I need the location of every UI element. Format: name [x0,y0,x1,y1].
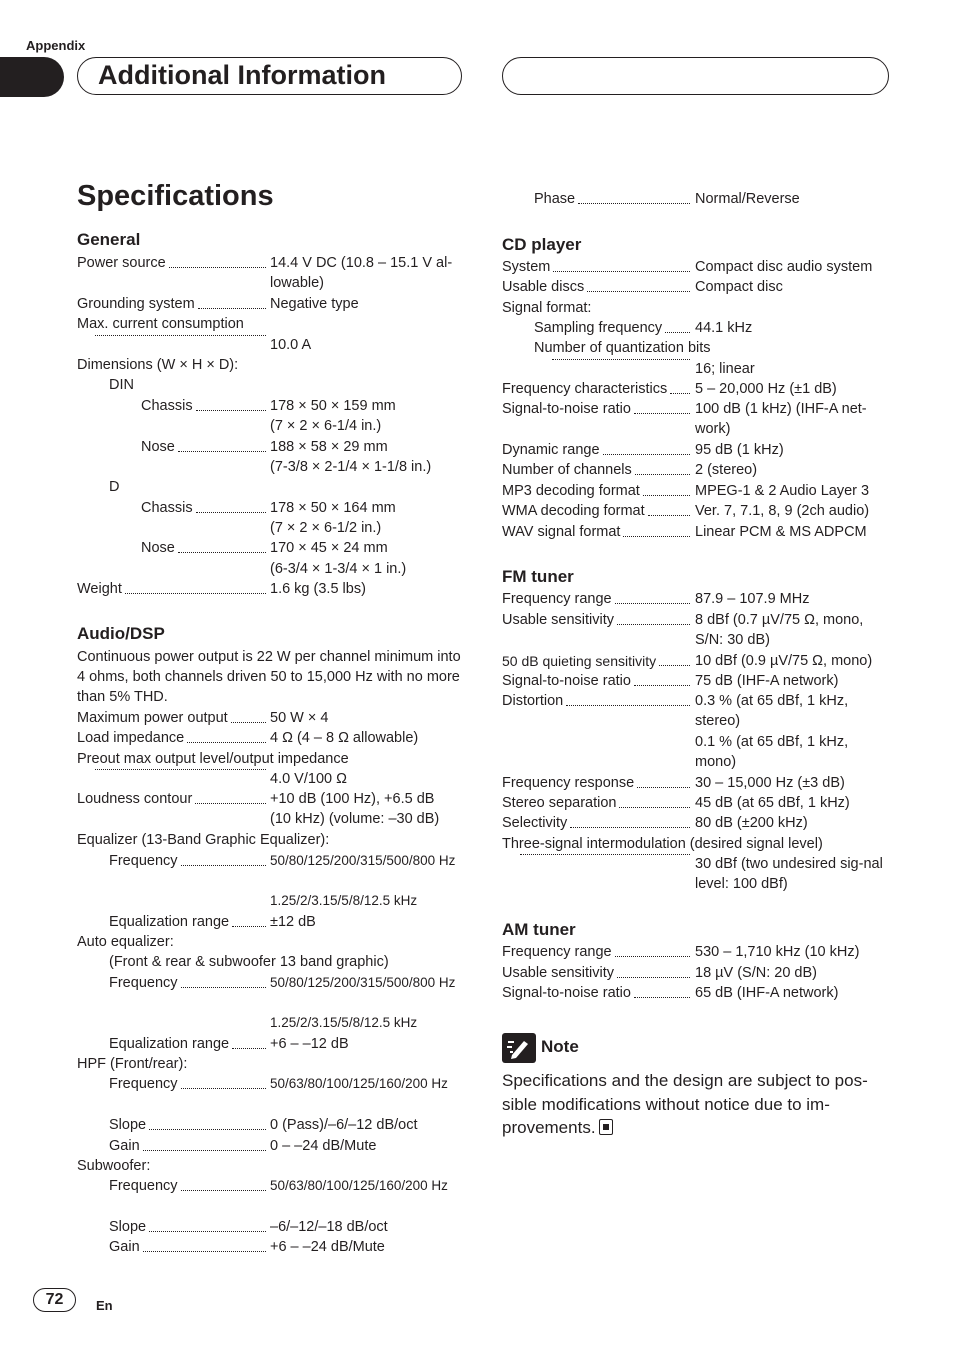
spec-value: 178 × 50 × 164 mm [270,500,396,516]
spec-label: Frequency [109,853,178,869]
banner-right-box [502,57,889,95]
spec-label: Dimensions (W × H × D): [77,357,239,373]
spec-label: Chassis [141,500,193,516]
spec-value: 10 dBf (0.9 µV/75 Ω, mono) [695,653,873,669]
spec-label: Frequency range [502,944,612,960]
spec-value: +6 – –24 dB/Mute [270,1239,385,1255]
spec-value: 50/80/125/200/315/500/800 Hz [270,853,456,868]
language-label: En [96,1298,113,1313]
spec-label: Frequency response [502,775,635,791]
spec-value: 1.6 kg (3.5 lbs) [270,581,366,597]
spec-value: Normal/Reverse [695,191,800,207]
spec-value: 530 – 1,710 kHz (10 kHz) [695,944,860,960]
spec-value: 50/63/80/100/125/160/200 Hz [270,1076,448,1091]
spec-label: Frequency [109,1178,178,1194]
note-text [502,1069,887,1140]
spec-label: (Front & rear & subwoofer 13 band graphic) [109,954,389,970]
spec-label: Slope [109,1117,147,1133]
spec-label: Distortion [502,693,564,709]
spec-value: 0.3 % (at 65 dBf, 1 kHz, stereo) [695,693,849,729]
spec-value: Compact disc audio system [695,259,873,275]
spec-label: Auto equalizer: [77,934,174,950]
spec-value: 30 dBf (two undesired sig-nal level: 100 dBf) [695,856,883,892]
page-number: 72 [33,1288,76,1312]
spec-label: Weight [77,581,122,597]
spec-value: 10.0 A [270,337,312,353]
note-label: Note [541,1037,579,1056]
spec-value: +6 – –12 dB [270,1036,349,1052]
spec-value: 44.1 kHz [695,320,753,336]
spec-label: Dynamic range [502,442,600,458]
spec-value: 0 – –24 dB/Mute [270,1138,377,1154]
spec-label: Gain [109,1239,140,1255]
spec-value: –6/–12/–18 dB/oct [270,1219,388,1235]
spec-label: Frequency range [502,591,612,607]
spec-value: 50/63/80/100/125/160/200 Hz [270,1178,448,1193]
spec-value: 87.9 – 107.9 MHz [695,591,810,607]
spec-value: MPEG-1 & 2 Audio Layer 3 [695,483,870,499]
spec-label: Equalization range [109,914,230,930]
spec-label: Signal format: [502,300,592,316]
section-tab [0,57,64,97]
spec-label: Equalization range [109,1036,230,1052]
spec-value: ±12 dB [270,914,316,930]
spec-label: D [109,479,120,495]
fm-heading: FM tuner [502,567,574,586]
note-body: Specifications and the design are subject to pos-sible modifications without notice due to im-provements. [502,1071,868,1137]
spec-label: WMA decoding format [502,503,645,519]
audio-heading: Audio/DSP [77,624,165,643]
am-heading: AM tuner [502,920,576,939]
spec-value: 30 – 15,000 Hz (±3 dB) [695,775,845,791]
spec-value: 45 dB (at 65 dBf, 1 kHz) [695,795,850,811]
spec-value: 178 × 50 × 159 mm [270,398,396,414]
spec-value: 80 dB (±200 kHz) [695,815,808,831]
spec-value: 8 dBf (0.7 µV/75 Ω, mono, S/N: 30 dB) [695,612,864,648]
spec-label: Load impedance [77,730,185,746]
spec-value: 16; linear [695,361,755,377]
spec-label: MP3 decoding format [502,483,640,499]
section-label: Appendix [26,38,86,53]
spec-value: (6-3/4 × 1-3/4 × 1 in.) [270,561,407,577]
spec-value: 65 dB (IHF-A network) [695,985,839,1001]
spec-label: Loudness contour [77,791,193,807]
cd-heading: CD player [502,235,582,254]
spec-value: 5 – 20,000 Hz (±1 dB) [695,381,837,397]
spec-label: DIN [109,377,134,393]
spec-label: Three-signal intermodulation (desired signal level) [502,836,823,852]
spec-label: Grounding system [77,296,195,312]
spec-label: Max. current consumption [77,316,244,332]
spec-label: System [502,259,551,275]
spec-value: 0.1 % (at 65 dBf, 1 kHz, mono) [695,734,849,770]
spec-label: WAV signal format [502,524,621,540]
spec-value: 0 (Pass)/–6/–12 dB/oct [270,1117,418,1133]
spec-label: Number of quantization bits [534,340,711,356]
spec-label: Selectivity [502,815,568,831]
spec-label: Frequency [109,1076,178,1092]
page-title: Specifications [77,180,274,212]
spec-label: Power source [77,255,166,271]
spec-value: (7 × 2 × 6-1/4 in.) [270,418,382,434]
spec-label: Equalizer (13-Band Graphic Equalizer): [77,832,330,848]
spec-value: Negative type [270,296,359,312]
spec-label: Maximum power output [77,710,228,726]
spec-label: Stereo separation [502,795,617,811]
spec-label: Slope [109,1219,147,1235]
spec-value: 188 × 58 × 29 mm [270,439,388,455]
note-icon [502,1033,536,1063]
spec-label: Sampling frequency [534,320,663,336]
spec-value: (7-3/8 × 2-1/4 × 1-1/8 in.) [270,459,432,475]
spec-value: +10 dB (100 Hz), +6.5 dB (10 kHz) (volume: –30 dB) [270,791,440,827]
spec-label: Signal-to-noise ratio [502,401,631,417]
spec-label: Number of channels [502,462,632,478]
spec-value: 1.25/2/3.15/5/8/12.5 kHz [270,1015,418,1030]
spec-value: Ver. 7, 7.1, 8, 9 (2ch audio) [695,503,870,519]
spec-value: 4 Ω (4 – 8 Ω allowable) [270,730,419,746]
spec-label: Signal-to-noise ratio [502,673,631,689]
spec-label: Preout max output level/output impedance [77,751,349,767]
spec-value: 2 (stereo) [695,462,758,478]
spec-label: Nose [141,439,175,455]
spec-label: Usable sensitivity [502,965,615,981]
spec-label: Chassis [141,398,193,414]
spec-label: Gain [109,1138,140,1154]
spec-value: 95 dB (1 kHz) [695,442,784,458]
spec-value: (7 × 2 × 6-1/2 in.) [270,520,382,536]
spec-value: 4.0 V/100 Ω [270,771,347,787]
spec-label: Subwoofer: [77,1158,151,1174]
spec-value: 18 µV (S/N: 20 dB) [695,965,817,981]
audio-intro: Continuous power output is 22 W per channel minimum into 4 ohms, both channels driven 50 to 15,000 Hz with no more than 5% THD. [77,649,461,706]
end-mark-icon [599,1119,613,1135]
banner-title: Additional Information [98,60,386,90]
spec-value: Compact disc [695,279,783,295]
spec-label: 50 dB quieting sensitivity [502,653,657,669]
spec-label: Nose [141,540,175,556]
spec-value: 1.25/2/3.15/5/8/12.5 kHz [270,893,418,908]
spec-label: HPF (Front/rear): [77,1056,188,1072]
banner-title-box [77,57,462,95]
spec-label: Usable sensitivity [502,612,615,628]
spec-value: 14.4 V DC (10.8 – 15.1 V al-lowable) [270,255,453,291]
spec-value: 100 dB (1 kHz) (IHF-A net-work) [695,401,867,437]
spec-value: Linear PCM & MS ADPCM [695,524,867,540]
spec-value: 50 W × 4 [270,710,329,726]
spec-label: Frequency [109,975,178,991]
spec-value: 170 × 45 × 24 mm [270,540,388,556]
spec-label: Phase [534,191,576,207]
spec-label: Frequency characteristics [502,381,668,397]
general-heading: General [77,230,141,249]
spec-label: Usable discs [502,279,585,295]
spec-value: 75 dB (IHF-A network) [695,673,839,689]
spec-label: Signal-to-noise ratio [502,985,631,1001]
spec-value: 50/80/125/200/315/500/800 Hz [270,975,456,990]
